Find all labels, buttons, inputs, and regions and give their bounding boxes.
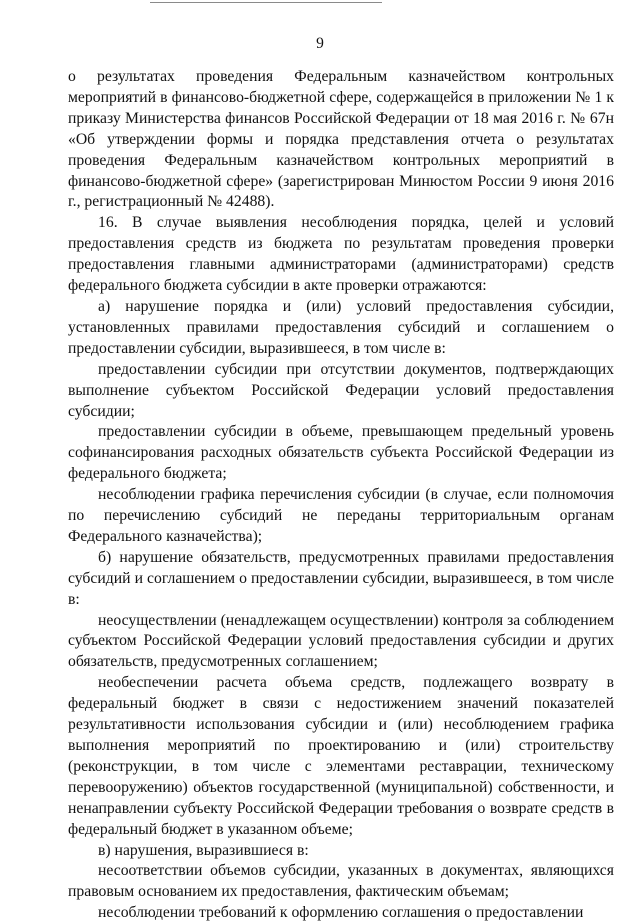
paragraph-order-reference: о результатах проведения Федеральным казначейством контрольных мероприятий в финансово-бюджетной сфере, содержащейся в приложении № 1 к приказу Министерства финансов Российской Федерации от 18 мая 2016 г. № 67н «Об утверждении формы и порядка представления отчета о результатах проведения Федеральным казначейством контрольных мероприятий в финансово-бюджетной сфере» (зарегистрирован Минюстом России 9 июня 2016 г., регистрационный № 42488).	[68, 68, 614, 211]
paragraph-subitem-b: б) нарушение обязательств, предусмотренных правилами предоставления субсидий и соглашением о предоставлении субсидии, выразившееся, в том числе в:	[68, 548, 614, 608]
paragraph-v-agreement-requirements: несоблюдении требований к оформлению соглашения о предоставлении	[98, 904, 584, 922]
paragraph-b-refund-calculation: необеспечении расчета объема средств, подлежащего возврату в федеральный бюджет в связи с недостижением значений показателей результативности использования субсидии и (или) несоблюдением графика выполнения мероприятий по проектированию и (или) строительству (реконструкции, в том числе с элементами реставрации, техническому перевооружению) объектов государственной (муниципальной) собственности, и ненаправлении субъекту Российской Федерации требования о возврате средств в федеральный бюджет в указанном объеме;	[68, 674, 614, 838]
paragraph-a-no-documents: предоставлении субсидии при отсутствии документов, подтверждающих выполнение субъектом Российской Федерации условий предоставления субсидии;	[68, 360, 614, 420]
paragraph-v-volume-mismatch: несоответствии объемов субсидии, указанных в документах, являющихся правовым основанием их предоставления, фактическим объемам;	[68, 862, 614, 901]
paragraph-item-16: 16. В случае выявления несоблюдения порядка, целей и условий предоставления средств из бюджета по результатам проведения проверки предоставления главными администраторами (администраторами) средств федерального бюджета субсидии в акте проверки отражаются:	[68, 214, 614, 295]
paragraph-subitem-v: в) нарушения, выразившиеся в:	[98, 841, 309, 859]
paragraph-a-schedule-violation: несоблюдении графика перечисления субсидии (в случае, если полномочия по перечислению субсидий не переданы территориальным органам Федерального казначейства);	[68, 486, 614, 545]
page-number: 9	[316, 35, 324, 52]
top-edge-rule	[150, 2, 382, 3]
document-body	[68, 67, 614, 924]
paragraph-b-control-failure: неосуществлении (ненадлежащем осуществлении) контроля за соблюдением субъектом Российской Федерации условий предоставления субсидии и других обязательств, предусмотренных соглашением;	[68, 611, 614, 671]
paragraph-a-excess-volume: предоставлении субсидии в объеме, превышающем предельный уровень софинансирования расходных обязательств субъекта Российской Федерации из федерального бюджета;	[68, 423, 614, 483]
paragraph-subitem-a: а) нарушение порядка и (или) условий предоставления субсидии, установленных правилами предоставления субсидий и соглашением о предоставлении субсидии, выразившееся, в том числе в:	[68, 297, 614, 357]
